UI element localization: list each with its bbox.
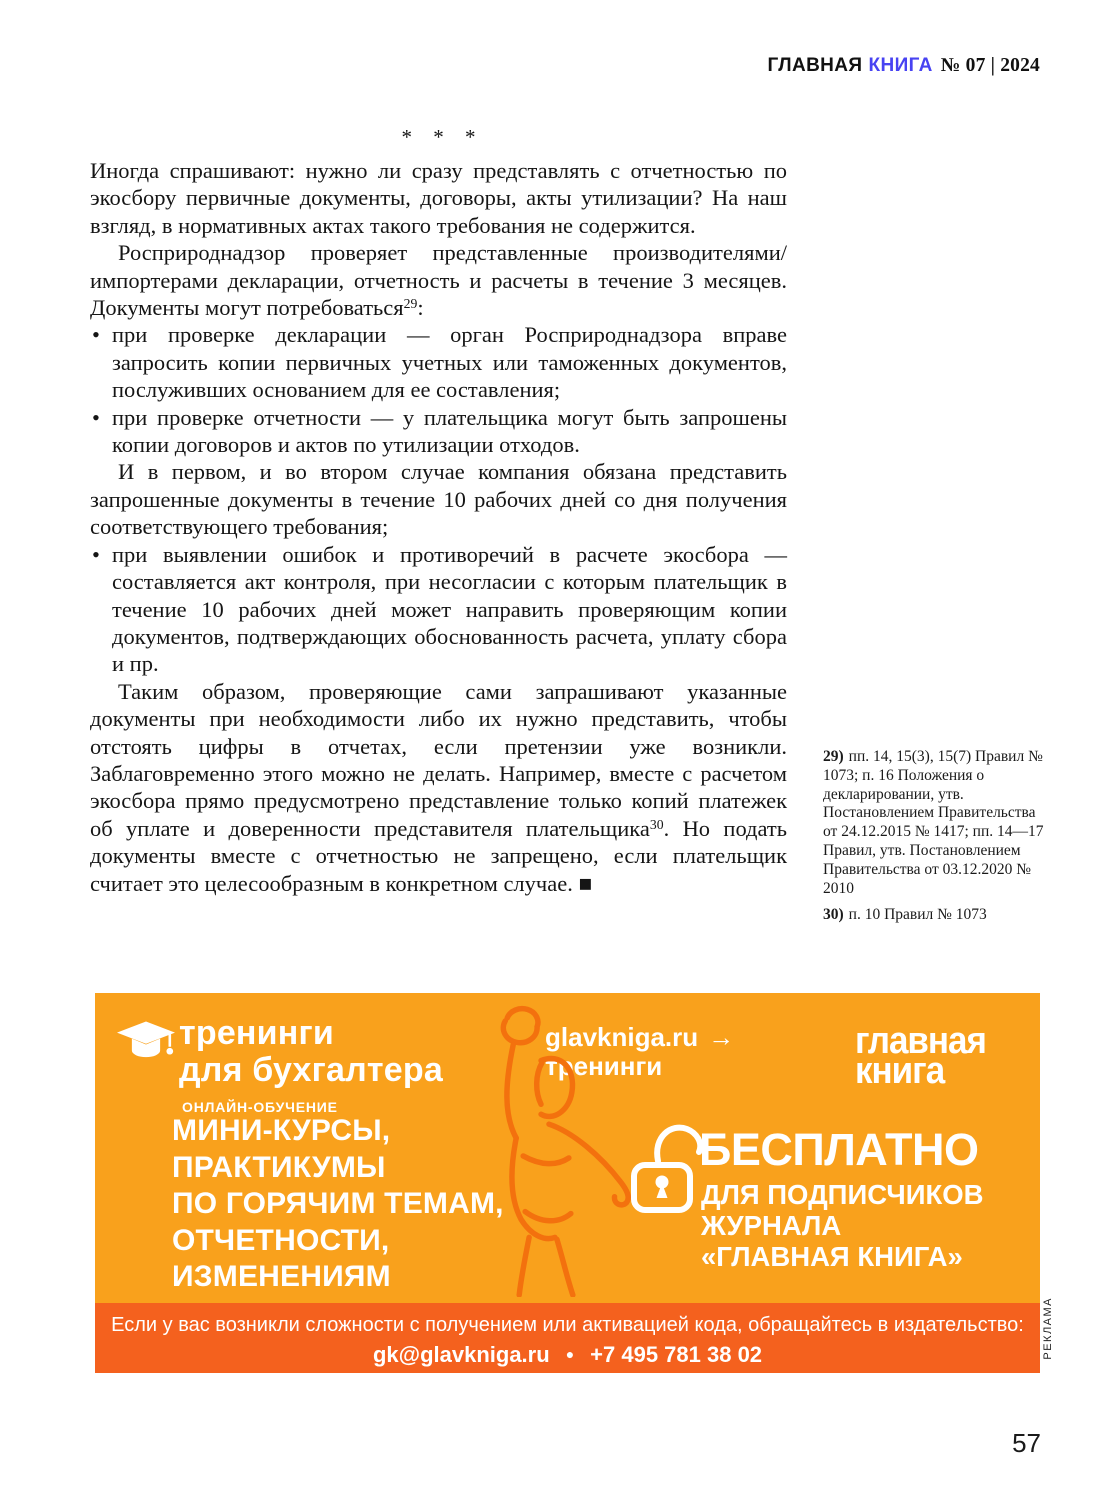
- athlete-illustration: [453, 999, 643, 1302]
- paragraph-text: И в первом, и во втором случае компания обязана представить запрошенные документы в течение 10 рабочих дней со дня получения соответствующего требования;: [90, 459, 787, 540]
- topic-line: МИНИ-КУРСЫ,: [172, 1114, 391, 1147]
- ad-banner: [95, 993, 1040, 1373]
- ad-contact-strip: [95, 1303, 1040, 1373]
- bullet-marker: •: [92, 322, 100, 348]
- paragraph-text: :: [417, 295, 424, 321]
- footnote-text: пп. 14, 15(3), 15(7) Правил № 1073; п. 16 Положения о декларировании, утв. Постановлением Правительства от 24.12.2015 № 1417; пп. 14—17 Правил, утв. Постановлением Правительства от 03.12.2020 № 2010: [823, 748, 1044, 897]
- article-body: [90, 124, 787, 897]
- footnotes: [823, 748, 1049, 933]
- paragraph-text: . Но подать документы вместе с отчетностью не запрещено, если плательщик считает это целесообразным в конкретном случае. ■: [90, 815, 787, 896]
- contact-help-text: Если у вас возникли сложности с получением или активацией кода, обращайтесь в издательство:: [111, 1314, 1024, 1336]
- ad-training-subtitle: ОНЛАЙН-ОБУЧЕНИЕ: [182, 1099, 338, 1115]
- ad-training-title: [179, 1015, 443, 1089]
- arrow-right-icon: →: [708, 1022, 735, 1052]
- issue-number: № 07 | 2024: [940, 55, 1040, 76]
- free-sub-line: ЖУРНАЛА: [701, 1210, 842, 1241]
- paragraph-text: Иногда спрашивают: нужно ли сразу представлять с отчетностью по экосбору первичные документы, договоры, акты утилизации? На наш взгляд, в нормативных актах такого требования не содержится.: [90, 158, 787, 238]
- footnote-number: 29): [823, 748, 844, 765]
- footnote: [823, 906, 1049, 925]
- footnote: [823, 748, 1049, 898]
- footnote-number: 30): [823, 906, 844, 924]
- topic-line: ИЗМЕНЕНИЯМ: [172, 1260, 391, 1293]
- magazine-title: ГЛАВНАЯ: [767, 55, 863, 76]
- paragraph: [90, 157, 787, 239]
- footnote-text: п. 10 Правил № 1073: [848, 906, 987, 924]
- ad-brand-logo: [855, 1019, 986, 1092]
- topic-line: ПО ГОРЯЧИМ ТЕМАМ,: [172, 1187, 504, 1220]
- dot-separator-icon: ●: [565, 1346, 575, 1362]
- paragraph-text: Таким образом, проверяющие сами запрашивают указанные документы при необходимости либо их нужно представить, чтобы отстоять цифры в отчетах, если претензии уже возникли. Заблаговременно этого можно не делать. Например, вместе с расчетом экосбора прямо предусмотрено представление только копий платежек об уплате и доверенности представителя плательщика: [90, 678, 787, 841]
- bullet-marker: •: [92, 541, 100, 567]
- ad-title-line: тренинги: [179, 1014, 334, 1052]
- topic-line: ОТЧЕТНОСТИ,: [172, 1223, 390, 1257]
- bullet-list: [90, 541, 787, 678]
- bullet-item: [90, 404, 787, 459]
- paragraph: [90, 239, 787, 321]
- logo-line: главная: [855, 1019, 986, 1062]
- ad-free-subtitle: [701, 1179, 984, 1272]
- paragraph-text: Росприроднадзор проверяет представленные производителями/импортерами декларации, отчетность и расчеты в течение 3 месяцев. Документы могут потребоваться: [90, 240, 787, 321]
- ad-free-title: БЕСПЛАТНО: [699, 1124, 979, 1175]
- ad-title-line: для бухгалтера: [179, 1051, 443, 1089]
- contact-email[interactable]: gk@glavkniga.ru: [372, 1342, 550, 1367]
- footnote-ref-30: 30: [649, 816, 664, 832]
- page-header: [768, 55, 1040, 77]
- page-number: 57: [1012, 1428, 1041, 1458]
- paragraph: [90, 678, 787, 897]
- site-section: тренинги: [545, 1051, 663, 1081]
- contact-line: [95, 1342, 1040, 1368]
- bullet-marker: •: [92, 404, 100, 430]
- bullet-item: [90, 541, 787, 678]
- free-sub-line: ДЛЯ ПОДПИСЧИКОВ: [701, 1179, 984, 1210]
- paragraph: [90, 458, 787, 540]
- bullet-text: при выявлении ошибок и противоречий в расчете экосбора — составляется акт контроля, при несогласии с которым плательщик в течение 10 рабочих дней может направить проверяющим копии документов, подтверждающих обоснованность расчета, уплату сбора и пр.: [112, 541, 787, 677]
- ad-label: РЕКЛАМА: [1042, 1297, 1054, 1360]
- bullet-item: [90, 321, 787, 403]
- bullet-text: при проверке отчетности — у плательщика могут быть запрошены копии договоров и актов по утилизации отходов.: [112, 404, 787, 458]
- graduation-cap-icon: [117, 1021, 175, 1076]
- bullet-text: при проверке декларации — орган Росприроднадзора вправе запросить копии первичных учетных или таможенных документов, послуживших основанием для ее составления;: [112, 322, 787, 403]
- footnote-ref-29: 29: [403, 296, 418, 312]
- topic-line: ПРАКТИКУМЫ: [172, 1150, 386, 1184]
- free-sub-line: «ГЛАВНАЯ КНИГА»: [701, 1241, 963, 1272]
- logo-line: книга: [855, 1049, 945, 1092]
- open-padlock-icon: [628, 1119, 708, 1219]
- bullet-list: [90, 321, 787, 458]
- section-divider: * * *: [401, 125, 484, 149]
- contact-phone[interactable]: +7 495 781 38 02: [590, 1342, 763, 1367]
- magazine-title-accent: КНИГА: [868, 55, 933, 76]
- site-url-text[interactable]: glavkniga.ru: [545, 1022, 699, 1052]
